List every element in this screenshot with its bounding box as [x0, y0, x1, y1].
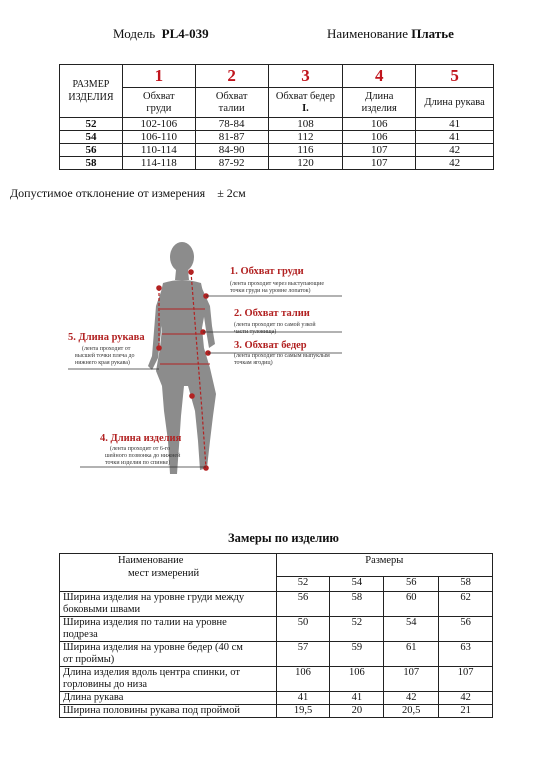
- column-number: 5: [416, 65, 494, 88]
- table-row: [60, 705, 493, 718]
- name-value: Платье: [411, 26, 454, 41]
- column-header: [122, 88, 195, 118]
- label-sleeve: [68, 332, 145, 366]
- row-label-line: Длина рукава: [63, 692, 124, 703]
- value-cell: 41: [330, 692, 384, 705]
- label-length: [100, 433, 182, 466]
- value-cell: 108: [268, 118, 343, 131]
- value-cell: 42: [416, 157, 494, 170]
- row-label-line: подреза: [63, 629, 98, 640]
- value-cell: 21: [439, 705, 493, 718]
- label-title: 2. Обхват талии: [234, 308, 310, 319]
- value-cell: 60: [384, 592, 439, 617]
- value-cell: 52: [330, 617, 384, 642]
- label-note: точки изделия по спинке): [105, 460, 171, 466]
- column-number: 2: [195, 65, 268, 88]
- size-table: [59, 64, 494, 170]
- column-number: 1: [122, 65, 195, 88]
- value-cell: 107: [439, 667, 493, 692]
- value-cell: 78-84: [195, 118, 268, 131]
- value-cell: 106: [343, 118, 416, 131]
- column-header-line: Длина рукава: [424, 96, 485, 108]
- value-cell: 56: [276, 592, 330, 617]
- value-cell: 54: [384, 617, 439, 642]
- value-cell: 116: [268, 144, 343, 157]
- label-note: нижнего края рукава): [75, 360, 130, 366]
- label-title: 1. Обхват груди: [230, 266, 304, 277]
- value-cell: 19,5: [276, 705, 330, 718]
- label-note: (лента проходит по самым выпуклым: [234, 353, 330, 359]
- name-header-line: мест измерений: [128, 568, 200, 579]
- value-cell: 62: [439, 592, 493, 617]
- table-row: [60, 692, 493, 705]
- label-hips: [234, 340, 330, 366]
- column-header-line: Обхват: [215, 90, 248, 102]
- value-cell: 106-110: [122, 131, 195, 144]
- value-cell: 84-90: [195, 144, 268, 157]
- value-cell: 50: [276, 617, 330, 642]
- value-cell: 42: [384, 692, 439, 705]
- label-note: точки груди на уровне лопаток): [230, 288, 311, 294]
- value-cell: 110-114: [122, 144, 195, 157]
- table-row: [60, 592, 493, 617]
- column-number: 3: [268, 65, 343, 88]
- label-chest: [230, 266, 324, 294]
- value-cell: 112: [268, 131, 343, 144]
- column-header-line: груди: [146, 102, 172, 114]
- row-label-line: Ширина изделия по талии на уровне: [63, 617, 227, 628]
- value-cell: 41: [276, 692, 330, 705]
- size-header-cell: [60, 65, 123, 118]
- value-cell: 106: [276, 667, 330, 692]
- label-title: 5. Длина рукава: [68, 332, 145, 343]
- row-label-line: Ширина половины рукава под проймой: [63, 705, 240, 716]
- value-cell: 20: [330, 705, 384, 718]
- column-number: 4: [343, 65, 416, 88]
- label-note: высшей точки плеча до: [75, 353, 135, 359]
- value-cell: 63: [439, 642, 493, 667]
- table-row: [60, 667, 493, 692]
- value-cell: 107: [343, 157, 416, 170]
- model-value: PL4-039: [161, 26, 209, 41]
- row-label: [60, 705, 277, 718]
- value-cell: 41: [416, 131, 494, 144]
- row-label-line: боковыми швами: [63, 604, 141, 615]
- row-label: [60, 642, 277, 667]
- size-column-header: 52: [276, 577, 330, 592]
- column-header-line: изделия: [361, 102, 397, 114]
- label-title: 3. Обхват бедер: [234, 340, 307, 351]
- row-label-line: Длина изделия вдоль центра спинки, от: [63, 667, 240, 678]
- row-label: [60, 592, 277, 617]
- model-line: [113, 26, 209, 42]
- model-label: Модель: [113, 26, 156, 41]
- label-note: (лента проходит через выступающие: [230, 281, 324, 287]
- sizes-header: Размеры: [276, 554, 492, 577]
- size-cell: 58: [60, 157, 123, 170]
- size-column-header: 58: [439, 577, 493, 592]
- value-cell: 61: [384, 642, 439, 667]
- value-cell: 41: [416, 118, 494, 131]
- value-cell: 106: [343, 131, 416, 144]
- table-row: [60, 118, 494, 131]
- size-cell: 54: [60, 131, 123, 144]
- row-label-line: горловины до низа: [63, 679, 148, 690]
- label-waist: [234, 308, 316, 335]
- value-cell: 58: [330, 592, 384, 617]
- label-note: части туловища): [234, 329, 277, 335]
- size-cell: 56: [60, 144, 123, 157]
- table-row: [60, 642, 493, 667]
- size-header-line: РАЗМЕР: [72, 79, 110, 90]
- label-note: шейного позвонка до нижней: [105, 453, 181, 459]
- value-cell: 102-106: [122, 118, 195, 131]
- row-label-line: Ширина изделия на уровне бедер (40 см: [63, 642, 243, 653]
- size-column-header: 54: [330, 577, 384, 592]
- label-note: точкам ягодиц): [234, 360, 273, 366]
- label-note: (лента проходит от: [82, 346, 131, 352]
- value-cell: 20,5: [384, 705, 439, 718]
- product-table: [59, 553, 493, 718]
- name-line: [327, 26, 454, 42]
- value-cell: 59: [330, 642, 384, 667]
- column-header-line: талии: [218, 102, 245, 114]
- name-header-cell: [60, 554, 277, 592]
- tolerance-note: [10, 186, 246, 201]
- value-cell: 106: [330, 667, 384, 692]
- tolerance-value: ± 2см: [217, 186, 246, 200]
- size-cell: 52: [60, 118, 123, 131]
- value-cell: 81-87: [195, 131, 268, 144]
- value-cell: 87-92: [195, 157, 268, 170]
- value-cell: 114-118: [122, 157, 195, 170]
- label-title: 4. Длина изделия: [100, 433, 182, 444]
- value-cell: 42: [416, 144, 494, 157]
- column-header-line: Длина: [365, 90, 394, 102]
- row-label: [60, 692, 277, 705]
- column-header: [416, 88, 494, 118]
- product-table-title: Замеры по изделию: [228, 531, 339, 545]
- table-row: [60, 131, 494, 144]
- column-header: [268, 88, 343, 118]
- row-label-line: от проймы): [63, 654, 115, 665]
- table-row: [60, 144, 494, 157]
- size-header-line: ИЗДЕЛИЯ: [68, 92, 114, 103]
- measurement-figure: [60, 236, 360, 486]
- column-header: [195, 88, 268, 118]
- table-row: [60, 617, 493, 642]
- label-note: (лента проходит от 6-го: [110, 446, 171, 452]
- column-header-line: Обхват бедер: [275, 90, 336, 102]
- value-cell: 57: [276, 642, 330, 667]
- value-cell: 42: [439, 692, 493, 705]
- row-label: [60, 617, 277, 642]
- size-column-header: 56: [384, 577, 439, 592]
- value-cell: 107: [343, 144, 416, 157]
- table-row: [60, 157, 494, 170]
- row-label-line: Ширина изделия на уровне груди между: [63, 592, 245, 603]
- column-header-line: Обхват: [143, 90, 175, 102]
- name-label: Наименование: [327, 26, 408, 41]
- name-header-line: Наименование: [118, 555, 184, 566]
- label-note: (лента проходит по самой узкой: [234, 322, 316, 328]
- row-label: [60, 667, 277, 692]
- tolerance-text: Допустимое отклонение от измерения: [10, 186, 206, 200]
- value-cell: 107: [384, 667, 439, 692]
- value-cell: 120: [268, 157, 343, 170]
- column-header-line: I.: [302, 102, 309, 114]
- column-header: [343, 88, 416, 118]
- value-cell: 56: [439, 617, 493, 642]
